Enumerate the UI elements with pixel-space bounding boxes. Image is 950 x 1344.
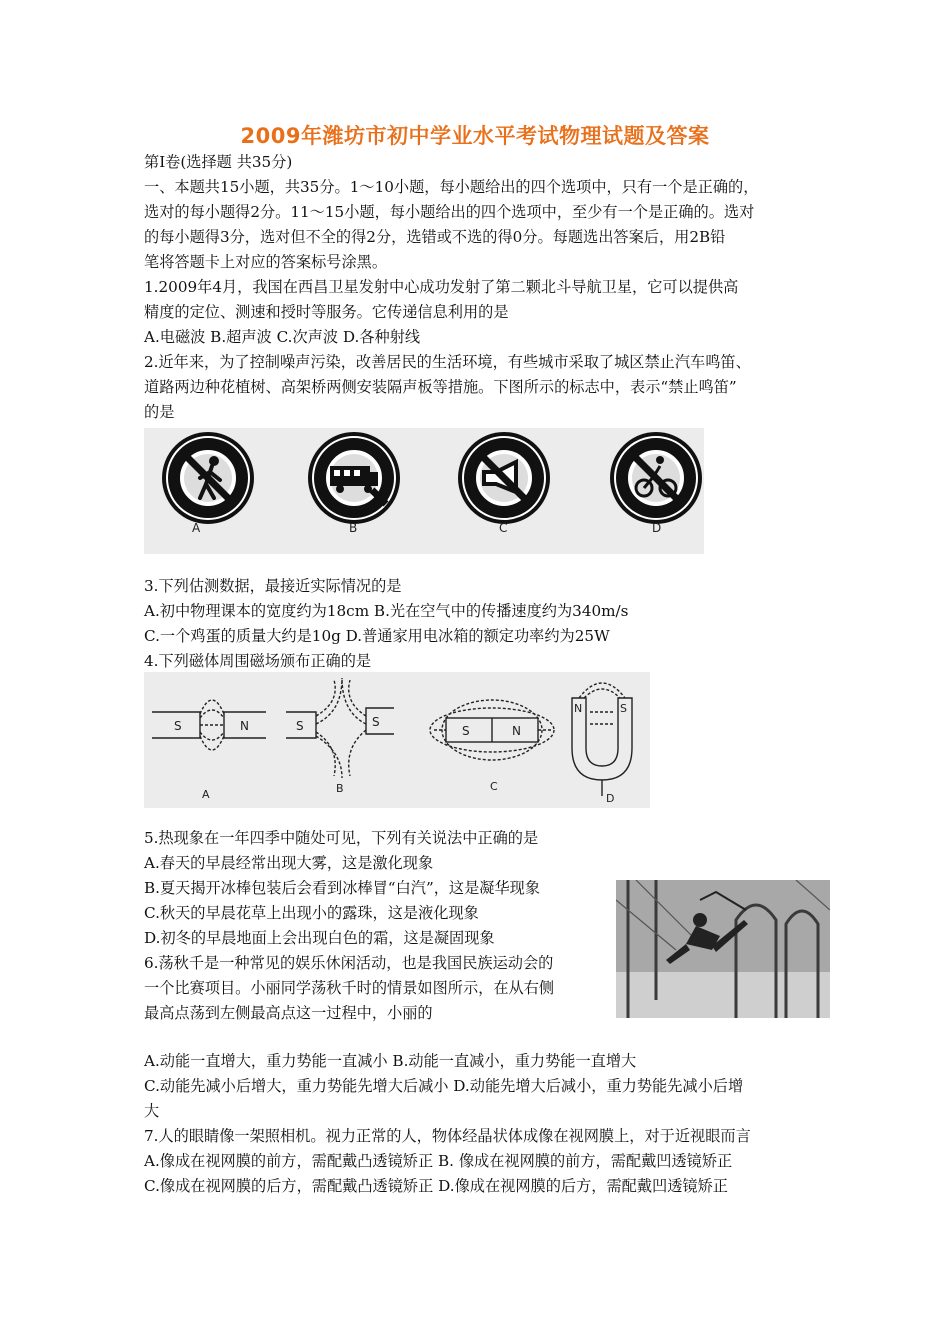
question-6-options-cd: C.动能先减小后增大，重力势能先增大后减小 D.动能先增大后减小，重力势能先减小后增 <box>144 1077 744 1095</box>
question-7-options-cd: C.像成在视网膜的后方，需配戴凸透镜矫正 D.像成在视网膜的后方，需配戴凹透镜矫正 <box>144 1177 728 1195</box>
question-2-line-2: 道路两边种花植树、高架桥两侧安装隔声板等措施。下图所示的标志中，表示“禁止鸣笛” <box>144 378 737 396</box>
question-2-line-3: 的是 <box>144 403 175 421</box>
section-heading: 第Ⅰ卷(选择题 共35分) <box>144 153 293 171</box>
magnet-c-pole-s: S <box>462 724 470 738</box>
magnet-b-pole-s-right: S <box>372 715 380 729</box>
sign-b-no-truck <box>310 434 398 522</box>
magnet-label-b: B <box>336 782 344 795</box>
question-1-line-1: 1.2009年4月，我国在西昌卫星发射中心成功发射了第二颗北斗导航卫星，它可以提供高 <box>144 278 739 296</box>
magnet-a-pole-s: S <box>174 719 182 733</box>
magnetic-field-figure <box>144 672 650 808</box>
instructions-line-1: 一、本题共15小题，共35分。1～10小题，每小题给出的四个选项中，只有一个是正确的， <box>144 178 759 196</box>
instructions-line-3: 的每小题得3分，选对但不全的得2分，选错或不选的得0分。每题选出答案后，用2B铅 <box>144 228 726 246</box>
question-1-line-2: 精度的定位、测速和授时等服务。它传递信息利用的是 <box>144 303 509 321</box>
question-5-option-b: B.夏天揭开冰棒包装后会看到冰棒冒“白汽”，这是凝华现象 <box>144 879 541 897</box>
swing-photo <box>616 880 830 1018</box>
question-5-option-d: D.初冬的早晨地面上会出现白色的霜，这是凝固现象 <box>144 929 495 947</box>
question-2-line-1: 2.近年来，为了控制噪声污染，改善居民的生活环境，有些城市采取了城区禁止汽车鸣笛、 <box>144 353 751 371</box>
magnet-a-pole-n: N <box>240 719 249 733</box>
magnet-label-d: D <box>606 792 615 805</box>
question-1-options: A.电磁波 B.超声波 C.次声波 D.各种射线 <box>144 328 421 346</box>
question-3-line-1: 3.下列估测数据，最接近实际情况的是 <box>144 577 402 595</box>
magnet-c <box>430 700 554 760</box>
question-5-line-1: 5.热现象在一年四季中随处可见，下列有关说法中正确的是 <box>144 829 539 847</box>
instructions-line-4: 笔将答题卡上对应的答案标号涂黑。 <box>144 253 387 271</box>
sign-a-no-pedestrian <box>164 434 252 522</box>
magnet-d-pole-s: S <box>620 702 627 715</box>
traffic-signs-figure <box>144 428 704 554</box>
question-5-option-a: A.春天的早晨经常出现大雾，这是激化现象 <box>144 854 434 872</box>
page-title: 2009年潍坊市初中学业水平考试物理试题及答案 <box>240 124 710 148</box>
question-6-line-1: 6.荡秋千是一种常见的娱乐休闲活动，也是我国民族运动会的 <box>144 954 554 972</box>
question-7-line-1: 7.人的眼睛像一架照相机。视力正常的人，物体经晶状体成像在视网膜上，对于近视眼而言 <box>144 1127 751 1145</box>
question-3-options-ab: A.初中物理课本的宽度约为18cm B.光在空气中的传播速度约为340m/s <box>144 602 629 620</box>
sign-label-d: D <box>652 521 662 535</box>
magnet-d <box>572 683 632 796</box>
instructions-line-2: 选对的每小题得2分。11～15小题，每小题给出的四个选项中，至少有一个是正确的。选对 <box>144 203 755 221</box>
magnet-label-c: C <box>490 780 498 793</box>
question-6-options-ab: A.动能一直增大，重力势能一直减小 B.动能一直减小，重力势能一直增大 <box>144 1052 637 1070</box>
question-6-options-cd-wrap: 大 <box>144 1102 160 1120</box>
sign-label-b: B <box>349 521 358 535</box>
question-4-line-1: 4.下列磁体周围磁场颁布正确的是 <box>144 652 372 670</box>
question-5-option-c: C.秋天的早晨花草上出现小的露珠，这是液化现象 <box>144 904 479 922</box>
question-6-line-2: 一个比赛项目。小丽同学荡秋千时的情景如图所示，在从右侧 <box>144 979 555 997</box>
question-7-options-ab: A.像成在视网膜的前方，需配戴凸透镜矫正 B. 像成在视网膜的前方，需配戴凹透镜矫正 <box>144 1152 733 1170</box>
magnet-c-pole-n: N <box>512 724 521 738</box>
question-3-options-cd: C.一个鸡蛋的质量大约是10g D.普通家用电冰箱的额定功率约为25W <box>144 627 610 645</box>
magnet-b-pole-s-left: S <box>296 719 304 733</box>
sign-label-a: A <box>192 521 201 535</box>
magnet-d-pole-n: N <box>574 702 583 715</box>
magnet-label-a: A <box>202 788 210 801</box>
sign-c-no-horn <box>460 434 548 522</box>
question-6-line-3: 最高点荡到左侧最高点这一过程中，小丽的 <box>144 1004 433 1022</box>
sign-label-c: C <box>499 521 508 535</box>
sign-d-no-bicycle <box>612 434 700 522</box>
